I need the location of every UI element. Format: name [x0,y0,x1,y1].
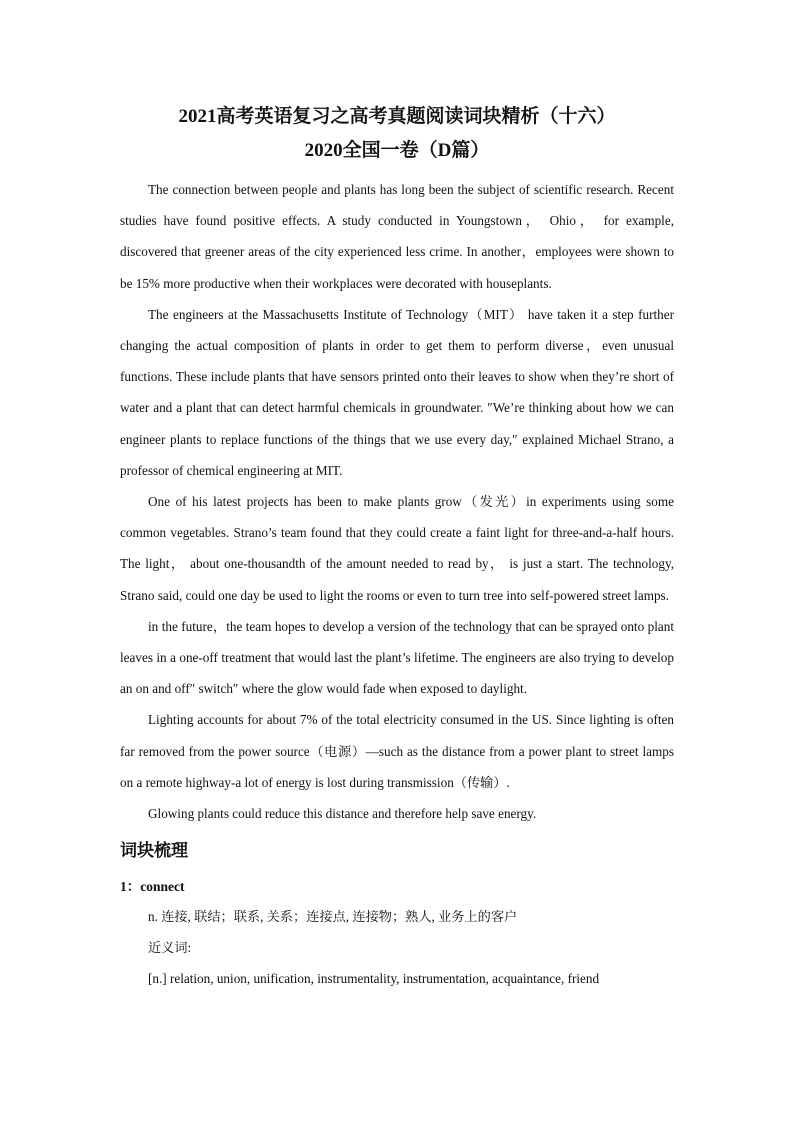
article-body [120,174,674,829]
vocab-definition: n. 连接, 联结；联系, 关系；连接点, 连接物；熟人, 业务上的客户 [148,909,518,925]
vocab-synonyms-label: 近义词: [148,940,192,956]
article-paragraph-3: One of his latest projects has been to make plants grow（发光）in experiments using some common vegetables. Strano’s team found that they could create a faint light for three-and-a-half hours. The light， about one-thousandth of the amount needed to read by， is just a start. The technology, Strano said, could one day be used to light the rooms or even to turn tree into self-powered street lamps. [120,494,674,603]
vocab-term-heading: 1：connect [120,879,185,895]
article-paragraph-6: Glowing plants could reduce this distance and therefore help save energy. [148,806,537,822]
vocab-item [120,873,674,994]
article-paragraph-4: in the future，the team hopes to develop a version of the technology that can be sprayed onto plant leaves in a one-off treatment that would last the plant’s lifetime. The engineers are also trying to develop an on and off″ switch″ where the glow would fade when exposed to daylight. [120,618,674,697]
document-page [120,100,674,994]
article-paragraph-1: The connection between people and plants has long been the subject of scientific research. Recent studies have found positive effects. A study conducted in Youngstown， Ohio， for example, discovered that greener areas of the city experienced less crime. In another，employees were shown to be 15% more productive when their workplaces were decorated with houseplants. [120,182,674,291]
article-paragraph-2: The engineers at the Massachusetts Institute of Technology（MIT） have taken it a step further changing the actual composition of plants in order to get them to perform diverse，even unusual functions. These include plants that have sensors printed onto their leaves to show when they’re short of water and a plant that can detect harmful chemicals in groundwater. ″We’re thinking about how we can engineer plants to replace functions of the things that we use every day,″ explained Michael Strano, a professor of chemical engineering at MIT. [120,306,674,478]
document-subtitle: 2020全国一卷（D篇） [304,140,490,161]
vocab-synonyms: [n.] relation, union, unification, instrumentality, instrumentation, acquaintance, friend [148,971,600,987]
article-paragraph-5: Lighting accounts for about 7% of the total electricity consumed in the US. Since lighting is often far removed from the power source（电源）—such as the distance from a power plant to street lamps on a remote highway-a lot of energy is lost during transmission（传输）. [120,712,674,790]
document-title: 2021高考英语复习之高考真题阅读词块精析（十六） [178,106,616,127]
vocab-section-heading: 词块梳理 [120,841,188,862]
